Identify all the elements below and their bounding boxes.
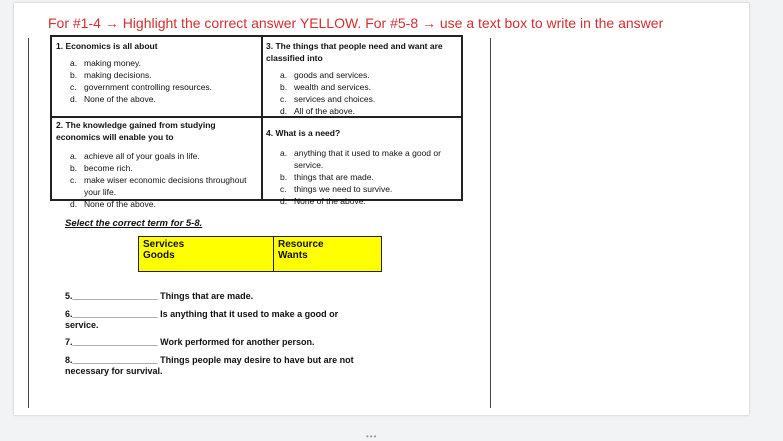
question-3	[266, 40, 456, 117]
table-divider-vertical	[261, 37, 263, 199]
answer-option[interactable]: b. become rich.	[70, 163, 133, 173]
answer-blank[interactable]: _________________	[72, 337, 158, 347]
fill-in-8-continued: necessary for survival.	[65, 366, 163, 376]
answer-option[interactable]: a. anything that it used to make a good or service.	[280, 148, 441, 170]
term-resource: Resource	[278, 239, 324, 250]
fill-in-6-continued: service.	[65, 320, 99, 330]
question-stem: 1. Economics is all about	[56, 41, 158, 51]
answer-option[interactable]: b. making decisions.	[70, 70, 152, 80]
answer-blank[interactable]: _________________	[72, 309, 158, 319]
answer-option[interactable]: a. achieve all of your goals in life.	[70, 151, 200, 161]
question-4	[266, 127, 456, 207]
term-goods: Goods	[143, 250, 175, 261]
answer-option[interactable]: c. government controlling resources.	[70, 82, 213, 92]
quiz-table	[50, 35, 463, 209]
answer-option[interactable]: b. things that are made.	[280, 172, 374, 182]
question-1	[56, 40, 256, 105]
instruction-text[interactable]: For #1-4 → Highlight the correct answer YELLOW. For #5-8 → use a text box to write in the answer	[48, 15, 664, 31]
answer-option[interactable]: c. services and choices.	[280, 94, 376, 104]
worksheet-left-edge	[28, 38, 29, 408]
resize-handle[interactable]: •••	[366, 432, 378, 441]
term-bank	[138, 236, 382, 272]
answer-option[interactable]: d. All of the above.	[280, 106, 355, 116]
answer-option[interactable]: a. making money.	[70, 58, 142, 68]
answer-blank[interactable]: _________________	[72, 291, 158, 301]
answer-option[interactable]: d. None of the above.	[280, 196, 366, 206]
question-stem: 2. The knowledge gained from studying economics will enable you to	[56, 120, 216, 142]
question-stem: 3. The things that people need and want are classified into	[266, 41, 443, 63]
fill-in-5[interactable]: 5._________________ Things that are made.	[65, 291, 254, 301]
answer-option[interactable]: c. make wiser economic decisions throughout your life.	[70, 175, 247, 197]
worksheet-right-edge	[490, 38, 491, 408]
answer-option[interactable]: d. None of the above.	[70, 199, 156, 209]
select-term-heading: Select the correct term for 5-8.	[65, 218, 203, 229]
fill-in-7[interactable]: 7._________________ Work performed for another person.	[65, 337, 315, 347]
term-wants: Wants	[278, 250, 308, 261]
fill-in-8[interactable]: 8._________________ Things people may desire to have but are not	[65, 355, 354, 365]
answer-option[interactable]: b. wealth and services.	[280, 82, 372, 92]
question-stem: 4. What is a need?	[266, 128, 341, 138]
answer-option[interactable]: a. goods and services.	[280, 70, 370, 80]
term-services: Services	[143, 239, 185, 250]
answer-blank[interactable]: _________________	[72, 355, 158, 365]
answer-option[interactable]: d. None of the above.	[70, 94, 156, 104]
term-bank-divider	[273, 237, 274, 271]
fill-in-6[interactable]: 6._________________ Is anything that it used to make a good or	[65, 309, 339, 319]
question-2	[56, 119, 256, 210]
answer-option[interactable]: c. things we need to survive.	[280, 184, 393, 194]
